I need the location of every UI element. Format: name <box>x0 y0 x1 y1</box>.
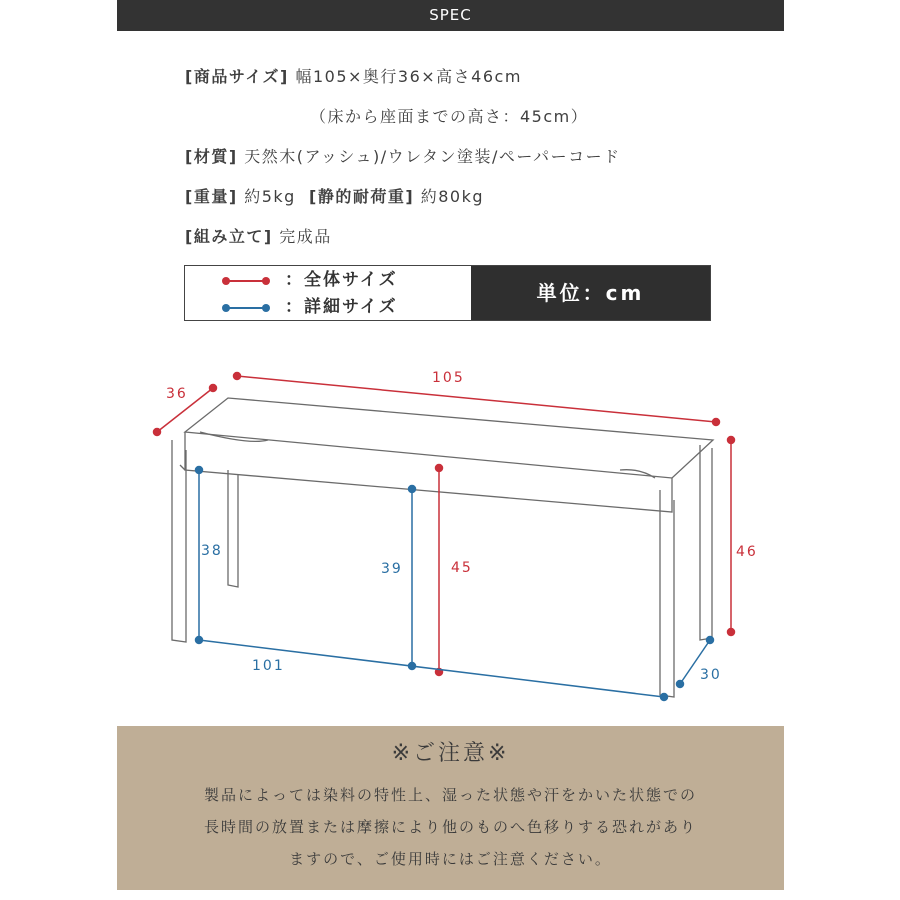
inner-depth-label: 30 <box>700 667 722 683</box>
bench-diagram <box>0 350 900 710</box>
assembly-value: 完成品 <box>279 227 332 246</box>
notice-box <box>117 726 784 890</box>
size-row <box>185 64 522 87</box>
notice-line-2: 長時間の放置または摩擦により他のものへ色移りする恐れがあり <box>203 818 697 836</box>
notice-line-1: 製品によっては染料の特性上、湿った状態や汗をかいた状態での <box>203 786 697 804</box>
material-label: [材質] <box>185 147 238 166</box>
material-row <box>185 144 621 167</box>
assembly-label: [組み立て] <box>185 227 273 246</box>
inner-width-label: 101 <box>252 658 285 674</box>
load-label: [静的耐荷重] <box>309 187 415 206</box>
height-label: 46 <box>736 544 758 560</box>
width-label: 105 <box>432 370 465 386</box>
inner-height-mid-label: 39 <box>381 561 403 577</box>
material-value: 天然木(アッシュ)/ウレタン塗装/ペーパーコード <box>244 147 621 166</box>
overall-dimension-lines <box>154 373 735 676</box>
size-value: 幅105×奥行36×高さ46cm <box>295 67 522 86</box>
weight-value: 約5kg <box>244 187 296 206</box>
inner-height-left-label: 38 <box>201 543 223 559</box>
notice-line-3: ますので、ご使用時にはご注意ください。 <box>289 850 612 868</box>
legend-keys <box>185 266 471 320</box>
seat-height-label: 45 <box>451 560 473 576</box>
weight-label: [重量] <box>185 187 238 206</box>
red-line-icon <box>225 280 267 282</box>
seat-height-note: （床から座面までの高さ：45cm） <box>310 107 589 126</box>
weight-row <box>185 184 484 207</box>
unit-label: 単位：cm <box>471 266 710 320</box>
legend-overall-label: ：全体サイズ <box>285 270 398 290</box>
spec-header: SPEC <box>117 0 784 31</box>
dimension-legend <box>184 265 711 321</box>
legend-detail-label: ：詳細サイズ <box>285 297 398 317</box>
size-label: [商品サイズ] <box>185 67 289 86</box>
notice-title: ※ご注意※ <box>391 741 510 766</box>
depth-label: 36 <box>166 386 188 402</box>
load-value: 約80kg <box>420 187 485 206</box>
assembly-row <box>185 224 332 247</box>
bench-drawing <box>172 398 713 697</box>
blue-line-icon <box>225 307 267 309</box>
